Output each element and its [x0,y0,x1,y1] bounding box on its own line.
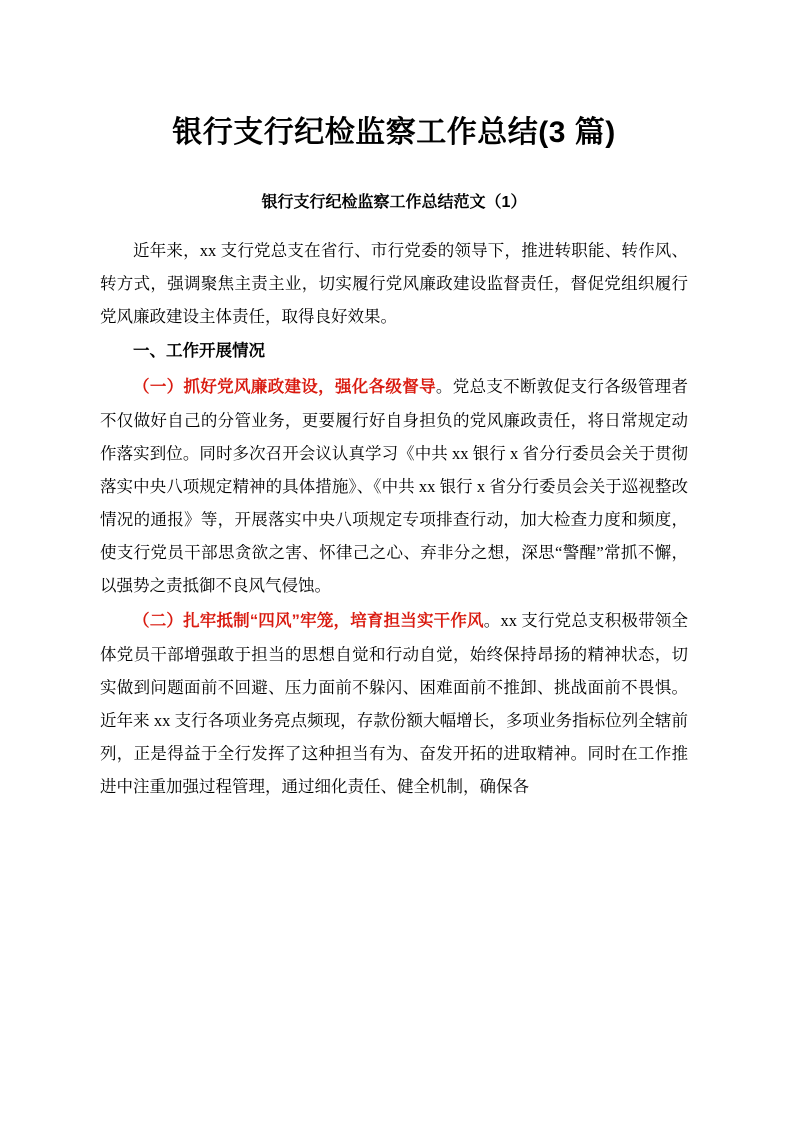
document-content [100,112,688,805]
subsection-body-1: 。党总支不断敦促支行各级管理者不仅做好自己的分管业务，更要履行好自身担负的党风廉政责任，将日常规定动作落实到位。同时多次召开会议认真学习《中共 xx 银行 x 省分行委员会关于贯彻落实中央八项规定精神的具体措施》、《中共 xx 银行 x 省分行委员会关于巡视整改情况的通报》等，开展落实中央八项规定专项排查行动，加大检查力度和频度，使支行党员干部思贪欲之害、怀律己之心、弃非分之想，深思“警醒”常抓不懈，以强势之责抵御不良风气侵蚀。 [100,376,688,595]
subsection-lead-1: （一）抓好党风廉政建设，强化各级督导 [133,377,436,396]
subsection-body-2: 。xx 支行党总支积极带领全体党员干部增强敢于担当的思想自觉和行动自觉，始终保持昂扬的精神状态，切实做到问题面前不回避、压力面前不躲闪、困难面前不推卸、挑战面前不畏惧。近年来 xx 支行各项业务亮点频现，存款份额大幅增长，多项业务指标位列全辖前列，正是得益于全行发挥了这种担当有为、奋发开拓的进取精神。同时在工作推进中注重加强过程管理，通过细化责任、健全机制，确保各 [100,610,689,796]
subsection-lead-2: （二）扎牢抵制“四风”牢笼，培育担当实干作风 [133,611,484,630]
paragraph-subsection-1 [100,370,688,602]
paragraph-intro: 近年来，xx 支行党总支在省行、市行党委的领导下，推进转职能、转作风、转方式，强调聚焦主责主业，切实履行党风廉政建设监督责任，督促党组织履行党风廉政建设主体责任，取得良好效果。 [100,240,688,326]
section-heading-1: 一、工作开展情况 [133,341,265,360]
paragraph-subsection-2 [100,604,688,803]
document-subtitle: 银行支行纪检监察工作总结范文（1） [261,194,527,211]
page-title: 银行支行纪检监察工作总结(3 篇) [172,116,616,149]
